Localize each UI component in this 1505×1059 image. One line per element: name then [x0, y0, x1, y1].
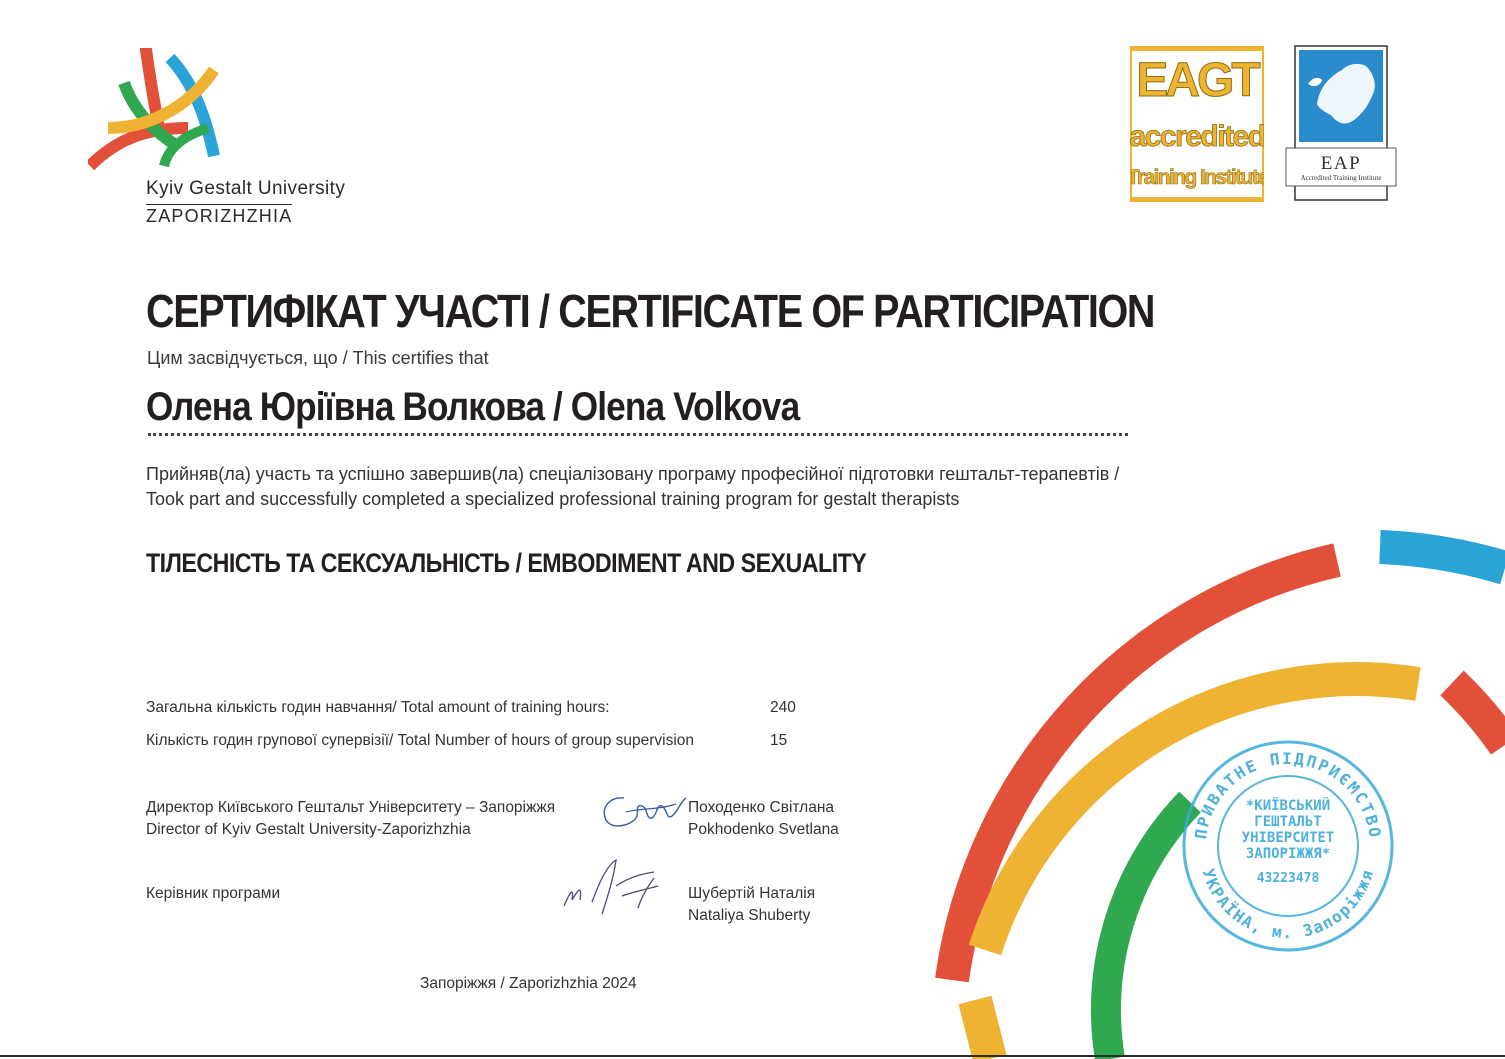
program-leader-signature-icon	[558, 856, 678, 922]
program-leader-name-uk: Шубертій Наталія	[688, 885, 816, 902]
university-name: Kyiv Gestalt University	[146, 178, 346, 199]
stamp-line-1: *КИЇВСЬКИЙ	[1245, 798, 1331, 814]
eagt-text: EAGT	[1136, 54, 1258, 107]
bottom-border-line	[0, 1055, 1505, 1057]
certifies-text: Цим засвідчується, що / This certifies that	[147, 348, 489, 368]
stamp-line-3: УНІВЕРСИТЕТ	[1241, 830, 1335, 846]
outer-blue-arc	[1380, 547, 1505, 568]
supervision-hours-label: Кількість годин групової супервізії/ Total Number of hours of group supervision	[146, 732, 695, 749]
description-line-en: Took part and successfully completed a specialized professional training program for gestalt therapists	[146, 489, 960, 509]
description-line-uk: Прийняв(ла) участь та успішно завершив(ла) спеціалізовану програму професійної підготовки гештальт-терапевтів /	[146, 464, 1120, 484]
director-role	[146, 797, 555, 841]
eagt-institute-text: Training Institute	[1130, 166, 1264, 189]
dotted-underline	[148, 433, 1128, 436]
program-leader-role: Керівник програми	[146, 885, 281, 902]
program-description	[146, 462, 1119, 512]
eap-badge-icon	[1282, 44, 1400, 202]
eagt-accreditation-logo	[1130, 46, 1264, 202]
director-name-en: Pokhodenko Svetlana	[688, 821, 839, 838]
place-and-date: Запоріжжя / Zaporizhzhia 2024	[420, 975, 637, 992]
director-signature-icon	[596, 790, 688, 836]
kyiv-gestalt-university-logo-icon	[88, 48, 228, 178]
official-stamp-seal	[1180, 738, 1396, 954]
certificate-title: СЕРТИФІКАТ УЧАСТІ / CERTIFICATE OF PARTICIPATION	[146, 285, 1155, 337]
stamp-ring-top: ПРИВАТНЕ ПІДПРИЄМСТВО	[1191, 749, 1385, 841]
stamp-line-2: ГЕШТАЛЬТ	[1254, 814, 1322, 830]
program-leader-name	[688, 883, 815, 927]
stamp-code: 43223478	[1256, 871, 1320, 886]
recipient-name: Олена Юріївна Волкова / Olena Volkova	[146, 385, 800, 429]
director-role-en: Director of Kyiv Gestalt University-Zaporizhzhia	[146, 821, 471, 838]
eagt-badge-icon	[1130, 46, 1264, 202]
stamp-ring-bottom: УКРАЇНА, м. Запоріжжя	[1198, 866, 1378, 942]
eagt-accredited-text: accredited	[1130, 120, 1264, 153]
eap-accreditation-logo	[1282, 44, 1400, 202]
stamp-line-4: ЗАПОРІЖЖЯ*	[1245, 846, 1331, 862]
training-hours-label: Загальна кількість годин навчання/ Total amount of training hours:	[146, 699, 610, 716]
training-hours-value: 240	[770, 699, 796, 716]
director-role-uk: Директор Київського Гештальт Університету – Запоріжжя	[146, 799, 556, 816]
middle-yellow-arc-lower	[975, 1000, 990, 1059]
director-name-uk: Походенко Світлана	[688, 799, 835, 816]
university-city: ZAPORIZHZHIA	[146, 206, 293, 226]
eap-subtitle-text: Accredited Training Institute	[1300, 174, 1382, 182]
program-leader-name-en: Nataliya Shuberty	[688, 907, 811, 924]
program-title: ТІЛЕСНІСТЬ ТА СЕКСУАЛЬНІСТЬ / EMBODIMENT AND SEXUALITY	[146, 548, 867, 578]
supervision-hours-value: 15	[770, 732, 788, 749]
eap-title-text: EAP	[1320, 153, 1362, 174]
director-name	[688, 797, 839, 841]
inner-green-arc	[1106, 802, 1190, 1059]
middle-red-arc	[1452, 683, 1505, 745]
